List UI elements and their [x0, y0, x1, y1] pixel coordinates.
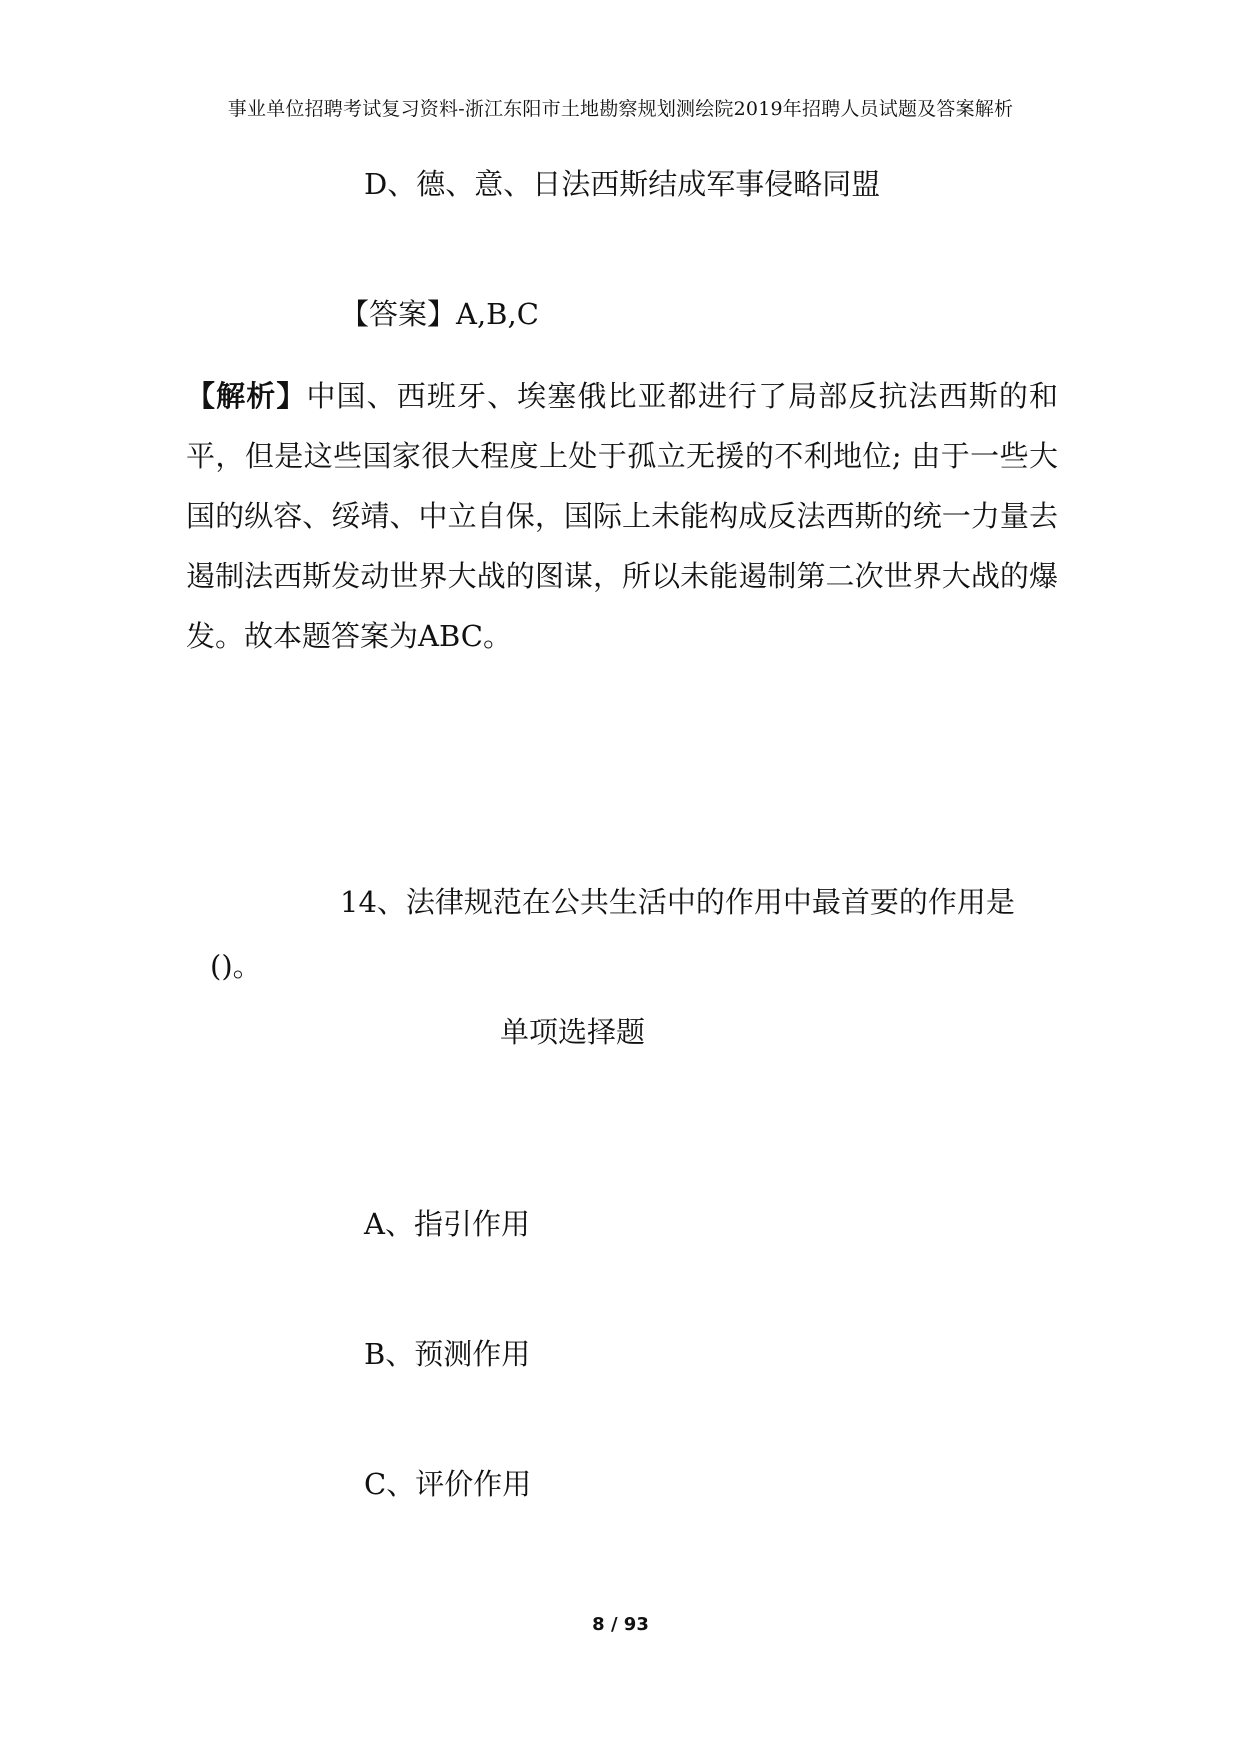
analysis-text: 中国、西班牙、埃塞俄比亚都进行了局部反抗法西斯的和平，但是这些国家很大程度上处于孤立无援的不利地位; 由于一些大国的纵容、绥靖、中立自保，国际上未能构成反法西斯的统一力量去遏制法西斯发动世界大战的图谋，所以未能遏制第二次世界大战的爆发。故本题答案为ABC。	[186, 379, 1058, 653]
option-d: D、德、意、日法西斯结成军事侵略同盟	[364, 167, 881, 201]
option-c: C、评价作用	[364, 1467, 532, 1501]
page-header: 事业单位招聘考试复习资料-浙江东阳市土地勘察规划测绘院2019年招聘人员试题及答案解析	[227, 98, 1014, 120]
option-b: B、预测作用	[364, 1337, 531, 1371]
analysis-label: 【解析】	[186, 379, 307, 413]
question-stem-line1: 14、法律规范在公共生活中的作用中最首要的作用是	[340, 885, 1015, 919]
question-type: 单项选择题	[500, 1015, 646, 1049]
page-number: 8 / 93	[592, 1614, 649, 1635]
analysis-paragraph	[186, 366, 1058, 666]
option-a: A、指引作用	[364, 1207, 530, 1241]
question-stem-line2: ()。	[210, 949, 262, 983]
answer-line	[340, 297, 539, 331]
answer-value: A,B,C	[456, 297, 539, 331]
answer-label: 【答案】	[340, 297, 457, 331]
